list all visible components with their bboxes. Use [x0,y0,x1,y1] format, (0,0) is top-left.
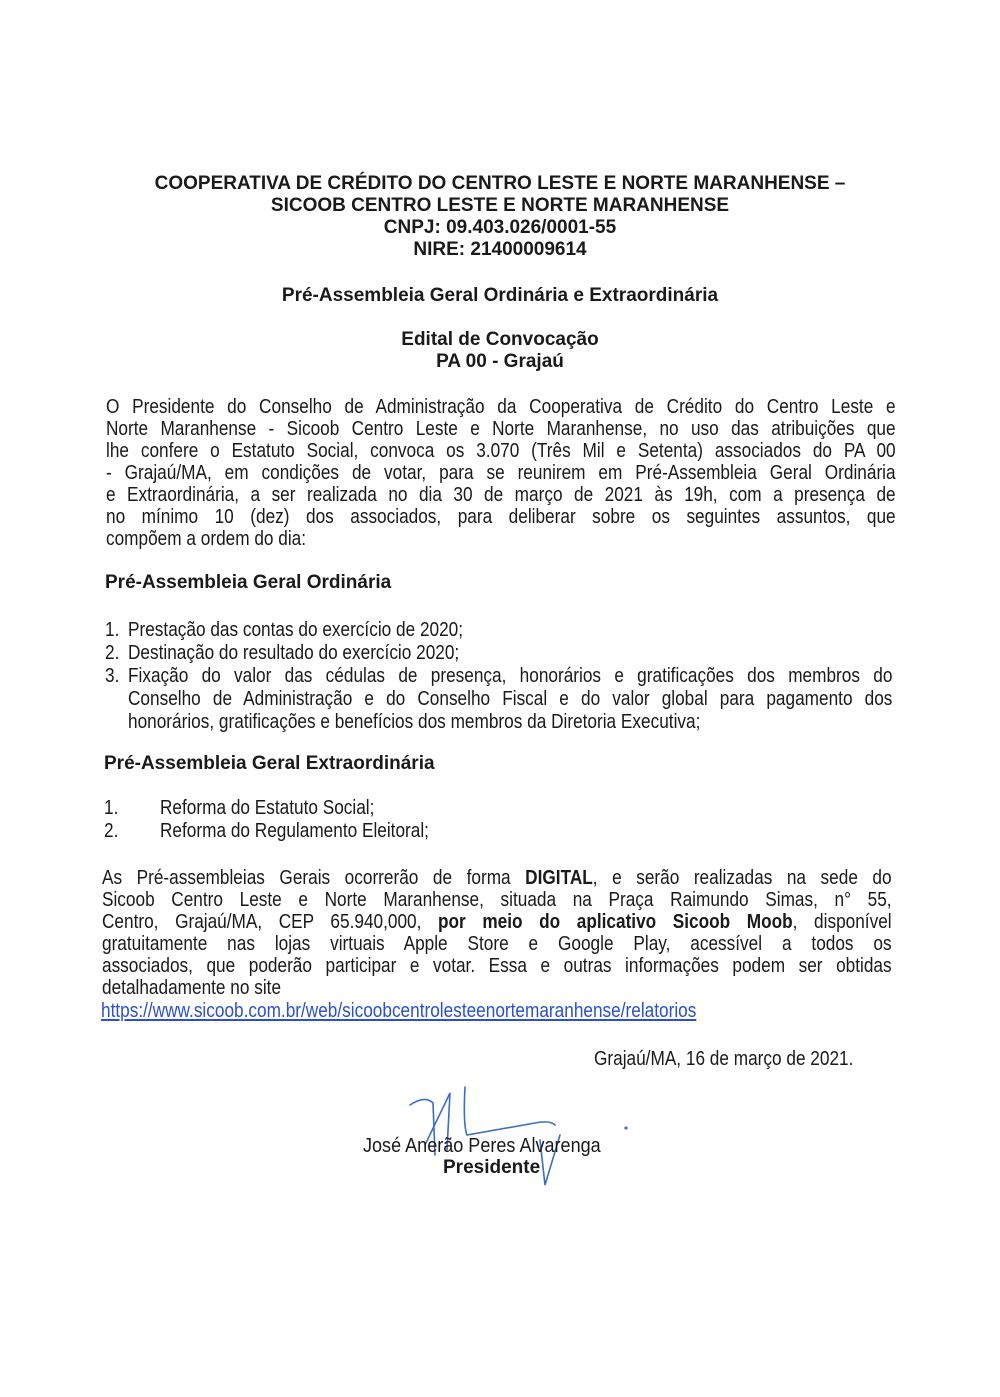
signatory-name: José Anerão Peres Alvarenga [363,1134,601,1157]
assembly-title: Pré-Assembleia Geral Ordinária e Extraordinária [281,285,719,306]
extraordinaria-heading: Pré-Assembleia Geral Extraordinária [104,753,435,774]
list-item: Destinação do resultado do exercício 2020; [128,641,460,664]
intro-line: Norte Maranhense - Sicoob Centro Leste e Norte Maranhense, no uso das atribuições que [106,417,896,440]
intro-line: - Grajaú/MA, em condições de votar, para se reunirem em Pré-Assembleia Geral Ordinária [106,461,896,484]
intro-line: no mínimo 10 (dez) dos associados, para deliberar sobre os seguintes assuntos, que [106,505,896,528]
list-number: 1. [104,796,119,819]
cnpj: CNPJ: 09.403.026/0001-55 [383,217,617,238]
list-number: 1. [105,618,120,641]
header-line2: SICOOB CENTRO LESTE E NORTE MARANHENSE [270,195,730,216]
intro-line: O Presidente do Conselho de Administração da Cooperativa de Crédito do Centro Leste e [106,395,896,418]
intro-line: compõem a ordem do dia: [106,527,307,550]
list-item-cont: Conselho de Administração e do Conselho Fiscal e do valor global para pagamento dos [128,687,893,710]
list-item: Reforma do Regulamento Eleitoral; [160,819,429,842]
closing-line: Centro, Grajaú/MA, CEP 65.940,000, por meio do aplicativo Sicoob Moob, disponível [102,910,892,933]
site-link[interactable]: https://www.sicoob.com.br/web/sicoobcentrolesteenortemaranhense/relatorios [101,999,697,1022]
intro-line: lhe confere o Estatuto Social, convoca os 3.070 (Três Mil e Setenta) associados do PA 00 [106,439,896,462]
list-number: 3. [105,664,120,687]
list-number: 2. [104,819,119,842]
ordinaria-heading: Pré-Assembleia Geral Ordinária [105,572,392,593]
closing-line: Sicoob Centro Leste e Norte Maranhense, situada na Praça Raimundo Simas, n° 55, [102,888,892,911]
signatory-title: Presidente [443,1157,541,1178]
pa-title: PA 00 - Grajaú [436,351,564,372]
closing-line: detalhadamente no site [102,976,282,999]
closing-line: associados, que poderão participar e votar. Essa e outras informações podem ser obtidas [102,954,892,977]
list-item: Fixação do valor das cédulas de presença, honorários e gratificações dos membros do [128,664,893,687]
list-item: Reforma do Estatuto Social; [160,796,375,819]
edital-title: Edital de Convocação [401,329,599,350]
closing-line: gratuitamente nas lojas virtuais Apple Store e Google Play, acessível a todos os [102,932,892,955]
nire: NIRE: 21400009614 [413,239,587,260]
closing-line: As Pré-assembleias Gerais ocorrerão de forma DIGITAL, e serão realizadas na sede do [102,866,892,889]
header-line1: COOPERATIVA DE CRÉDITO DO CENTRO LESTE E NORTE MARANHENSE – [154,173,846,194]
list-item: Prestação das contas do exercício de 2020; [128,618,464,641]
list-number: 2. [105,641,120,664]
date-line: Grajaú/MA, 16 de março de 2021. [594,1047,854,1070]
intro-line: e Extraordinária, a ser realizada no dia 30 de março de 2021 às 19h, com a presença de [106,483,896,506]
list-item-cont: honorários, gratificações e benefícios dos membros da Diretoria Executiva; [128,710,701,733]
site-link-wrap [101,1000,696,1022]
